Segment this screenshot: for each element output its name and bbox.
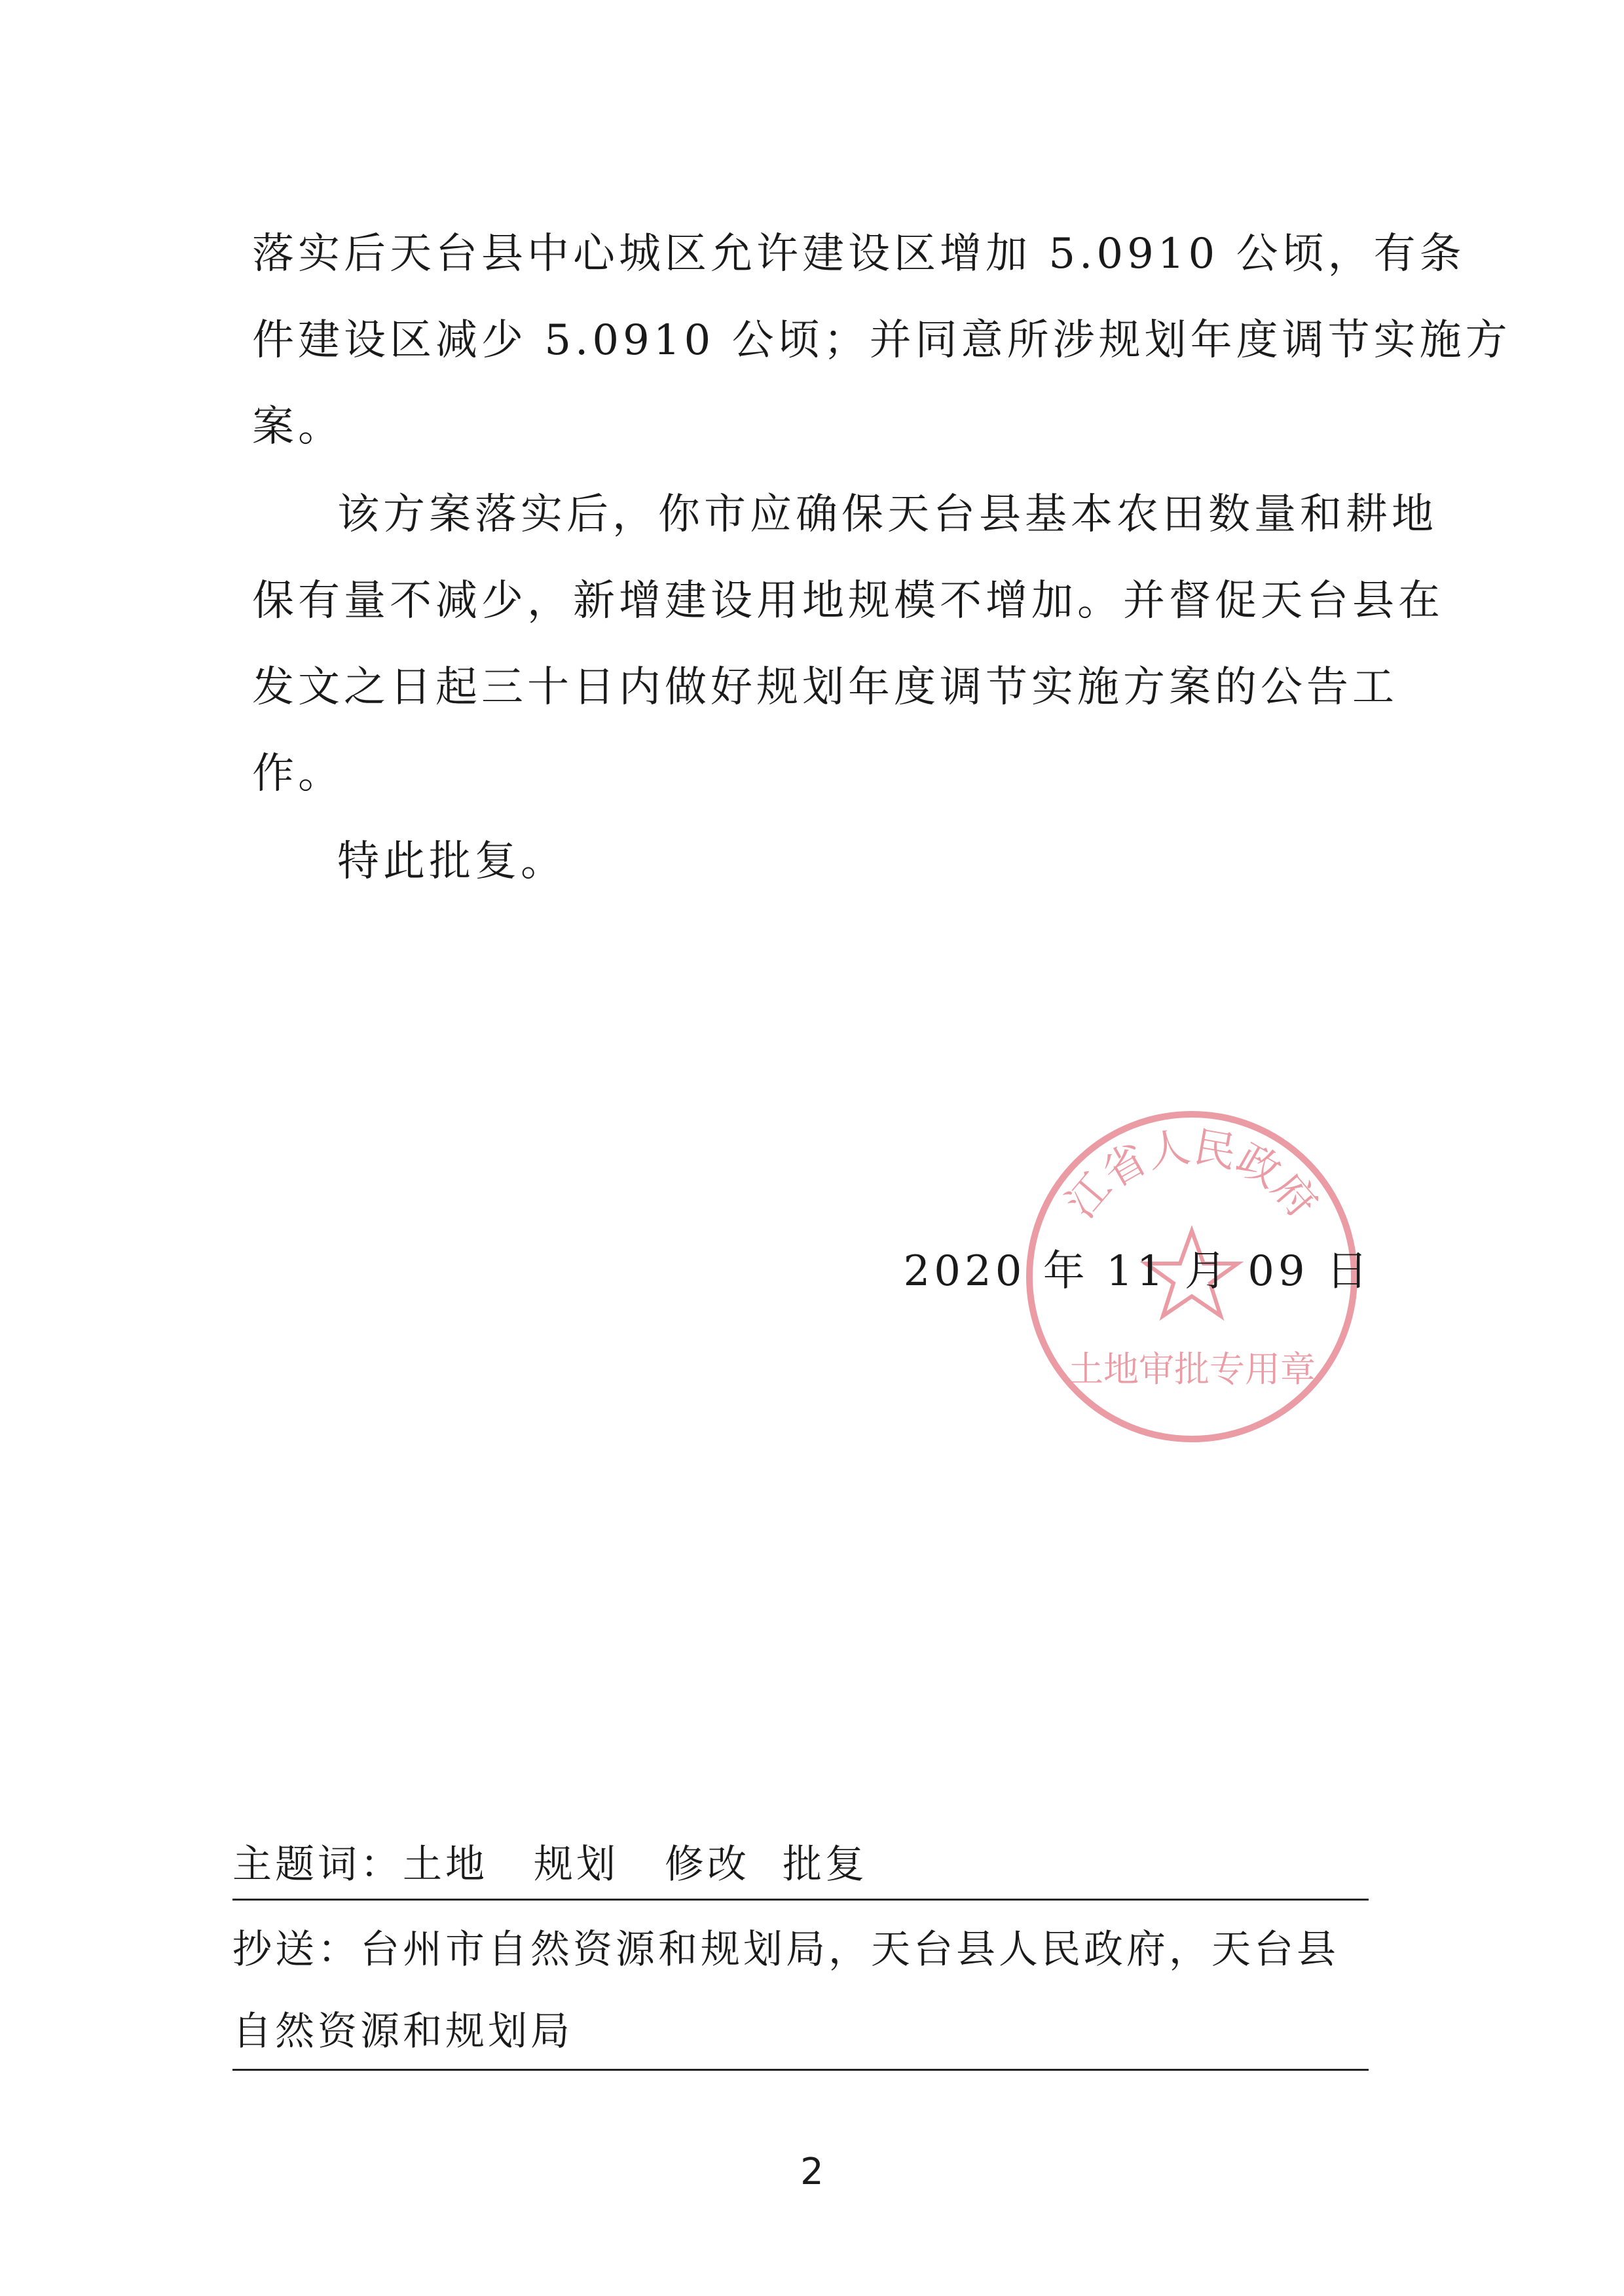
paragraph-line: 发文之日起三十日内做好规划年度调节实施方案的公告工 [252,663,1398,712]
cc-recipients-line-1: 台州市自然资源和规划局，天台县人民政府，天台县 [360,1927,1339,1973]
paragraph-line: 案。 [252,403,344,451]
paragraph-line: 作。 [252,750,344,798]
footer-divider [232,1899,1369,1901]
seal-bottom-text: 土地审批专用章 [1068,1349,1316,1390]
cc-recipients-line-2: 自然资源和规划局 [232,2009,573,2054]
signature-date: 2020 年 11 月 09 日 [903,1247,1372,1296]
closing-paragraph [252,818,1388,905]
keyword: 修改 [665,1842,750,1887]
seal-top-text: 江省人民政府 [1057,1123,1327,1228]
body-paragraph-2 [252,471,1444,817]
keyword: 土地 [403,1842,488,1887]
paragraph-line: 该方案落实后，你市应确保天台县基本农田数量和耕地 [337,490,1437,539]
cc-row [232,1918,1369,1975]
cc-row-continued [232,2000,1369,2056]
footer-divider [232,2069,1369,2071]
paragraph-line: 保有量不减少，新增建设用地规模不增加。并督促天台县在 [252,577,1444,625]
keyword: 批复 [783,1842,868,1887]
keyword: 规划 [534,1842,619,1887]
page-number: 2 [800,2151,824,2193]
body-paragraph-1 [252,211,1511,470]
closing-text: 特此批复。 [337,837,566,886]
paragraph-line: 落实后天台县中心城区允许建设区增加 5.0910 公顷，有条 [252,230,1466,278]
keywords-label: 主题词： [232,1842,403,1887]
paragraph-line: 件建设区减少 5.0910 公顷；并同意所涉规划年度调节实施方 [252,316,1511,365]
keywords-row [232,1833,1369,1889]
cc-label: 抄送： [232,1927,360,1973]
